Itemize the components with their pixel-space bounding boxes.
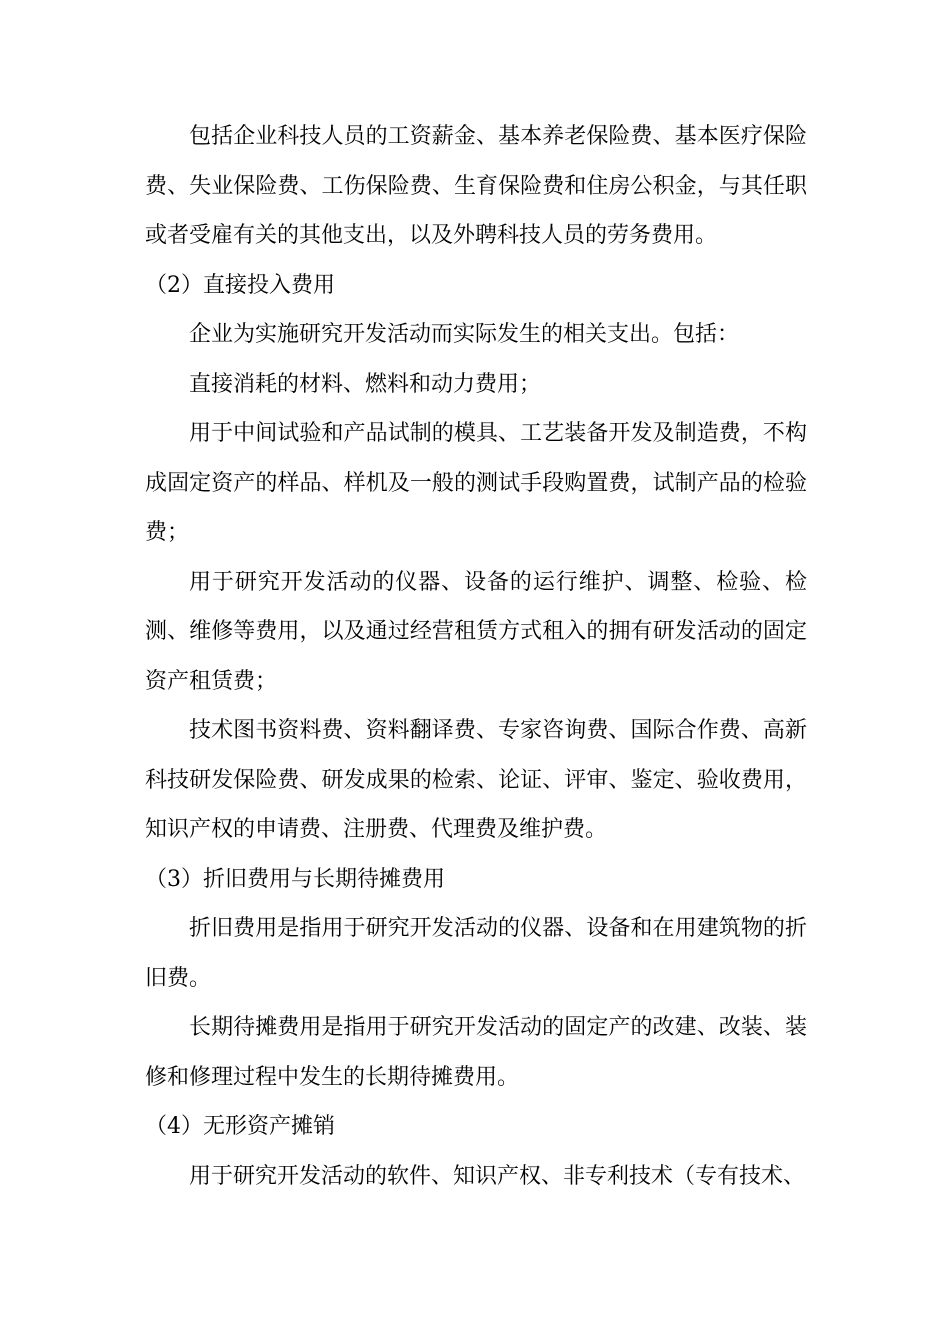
- section-heading-direct-input: （2）直接投入费用: [145, 272, 335, 298]
- section-heading-depreciation: （3）折旧费用与长期待摊费用: [145, 866, 445, 892]
- paragraph-long-term-amortization: 长期待摊费用是指用于研究开发活动的固定产的改建、改装、装修和修理过程中发生的长期待摊费用。: [145, 1015, 807, 1090]
- document-body: [145, 112, 807, 1201]
- paragraph-depreciation: 折旧费用是指用于研究开发活动的仪器、设备和在用建筑物的折旧费。: [145, 916, 807, 991]
- paragraph-trial-production: 用于中间试验和产品试制的模具、工艺装备开发及制造费，不构成固定资产的样品、样机及一般的测试手段购置费，试制产品的检验费；: [145, 421, 807, 545]
- paragraph-personnel-costs: 包括企业科技人员的工资薪金、基本养老保险费、基本医疗保险费、失业保险费、工伤保险费、生育保险费和住房公积金，与其任职或者受雇有关的其他支出，以及外聘科技人员的劳务费用。: [145, 124, 807, 248]
- paragraph-direct-input-intro: 企业为实施研究开发活动而实际发生的相关支出。包括：: [189, 322, 740, 347]
- paragraph-materials: 直接消耗的材料、燃料和动力费用；: [189, 371, 542, 397]
- section-heading-intangible-assets: （4）无形资产摊销: [145, 1114, 335, 1139]
- paragraph-technical-materials: 技术图书资料费、资料翻译费、专家咨询费、国际合作费、高新科技研发保险费、研发成果的检索、论证、评审、鉴定、验收费用，知识产权的申请费、注册费、代理费及维护费。: [145, 718, 807, 842]
- paragraph-equipment-maintenance: 用于研究开发活动的仪器、设备的运行维护、调整、检验、检测、维修等费用，以及通过经营租赁方式租入的拥有研发活动的固定资产租赁费；: [145, 569, 807, 694]
- paragraph-intangible-assets: 用于研究开发活动的软件、知识产权、非专利技术（专有技术、: [189, 1163, 806, 1189]
